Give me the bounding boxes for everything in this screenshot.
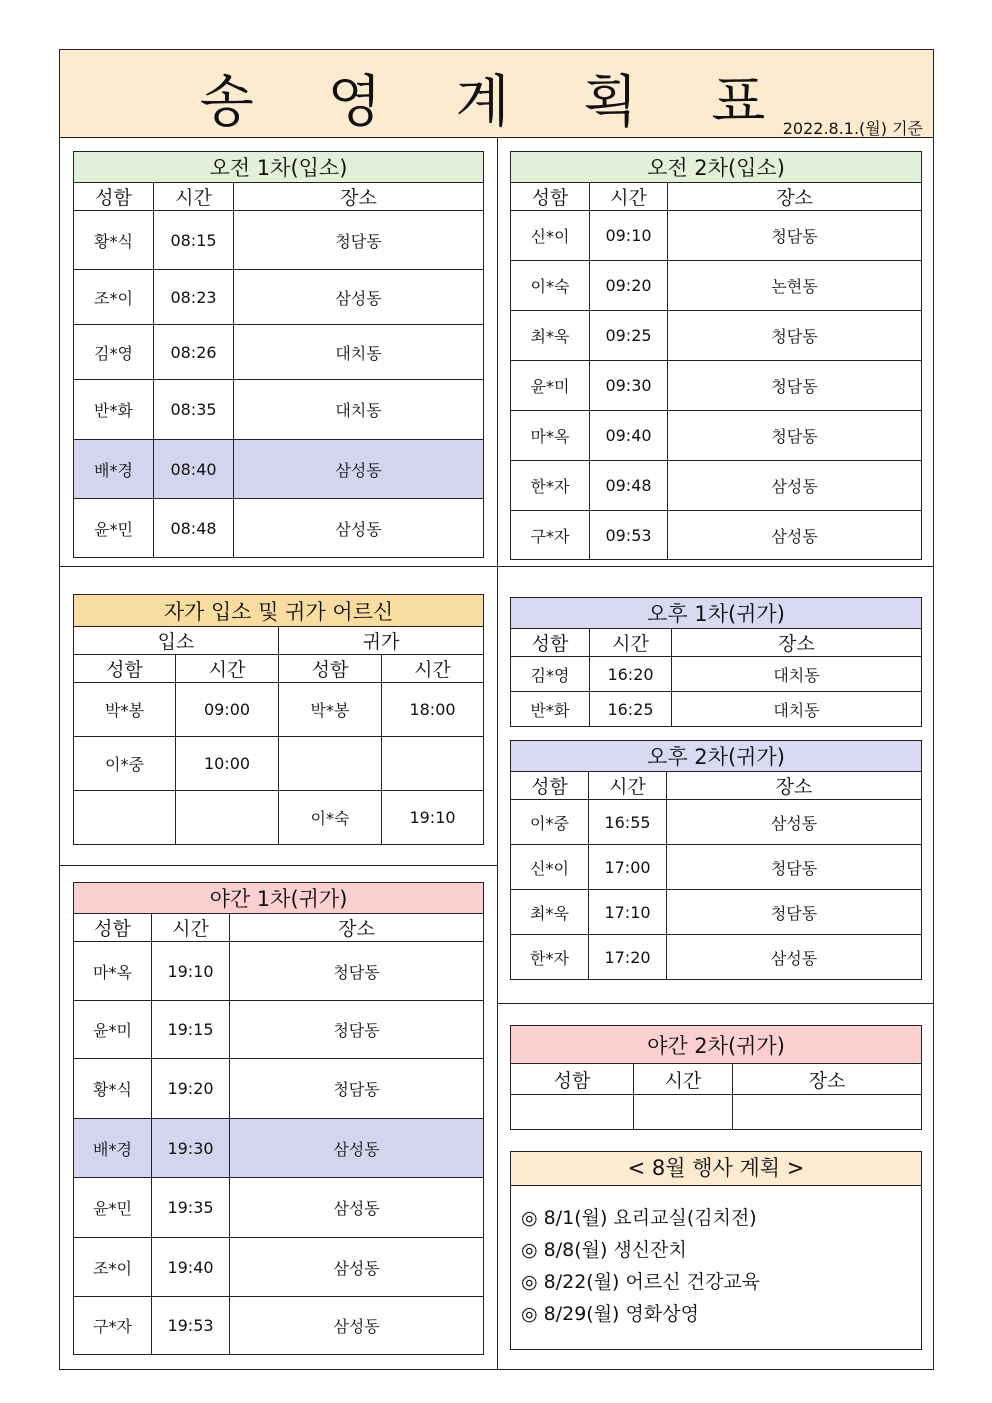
am1-table: [73, 151, 484, 558]
self-cell-out-time: [382, 737, 484, 791]
night1-cell-time: 19:15: [152, 1001, 230, 1059]
self-cell-in-time: 10:00: [176, 737, 279, 791]
event-item: ◎ 8/22(월) 어르신 건강교육: [521, 1271, 761, 1293]
self-table: [73, 594, 484, 845]
am1-row: [74, 270, 484, 325]
night1-cell-place: 삼성동: [230, 1178, 484, 1238]
col-out: 귀가: [279, 627, 484, 655]
col-time: 시간: [590, 629, 672, 657]
self-row: [74, 737, 484, 791]
night1-table: [73, 882, 484, 1355]
am1-cell-name: 황*식: [74, 211, 154, 270]
am1-cell-name: 윤*민: [74, 499, 154, 558]
night1-cell-place: 청담동: [230, 942, 484, 1001]
am1-cell-place: 삼성동: [234, 440, 484, 499]
pm2-cell-time: 17:20: [589, 935, 667, 980]
empty-cell: [733, 1095, 922, 1130]
am1-row: [74, 211, 484, 270]
self-title: 자가 입소 및 귀가 어르신: [74, 595, 484, 627]
col-name: 성함: [74, 183, 154, 211]
am1-cell-place: 대치동: [234, 380, 484, 440]
event-item: ◎ 8/29(월) 영화상영: [521, 1303, 699, 1325]
am2-row: [511, 411, 922, 461]
col-time: 시간: [382, 655, 484, 683]
empty-cell: [511, 1095, 634, 1130]
night1-cell-time: 19:40: [152, 1238, 230, 1297]
self-cell-out-name: 이*숙: [279, 791, 382, 845]
col-name: 성함: [511, 629, 590, 657]
col-place: 장소: [733, 1064, 922, 1095]
am1-row: [74, 325, 484, 380]
col-time: 시간: [590, 183, 668, 211]
am2-cell-name: 이*숙: [511, 261, 590, 311]
col-name: 성함: [511, 183, 590, 211]
events-list: [511, 1186, 921, 1330]
night1-cell-time: 19:53: [152, 1297, 230, 1355]
am2-table: [510, 151, 922, 560]
am1-title: 오전 1차(입소): [74, 152, 484, 183]
am1-cell-place: 청담동: [234, 211, 484, 270]
am2-row: [511, 361, 922, 411]
pm2-row: [511, 800, 922, 845]
am1-cell-name: 조*이: [74, 270, 154, 325]
am1-cell-time: 08:26: [154, 325, 234, 380]
night1-row: [74, 1059, 484, 1119]
pm2-cell-place: 청담동: [667, 890, 922, 935]
pm1-cell-name: 반*화: [511, 692, 590, 727]
am1-cell-name: 반*화: [74, 380, 154, 440]
col-time: 시간: [152, 914, 230, 942]
pm1-cell-time: 16:25: [590, 692, 672, 727]
col-name: 성함: [511, 1064, 634, 1095]
am1-cell-time: 08:35: [154, 380, 234, 440]
col-time: 시간: [589, 772, 667, 800]
night1-cell-place: 청담동: [230, 1059, 484, 1119]
night2-table: [510, 1025, 922, 1130]
am2-cell-time: 09:20: [590, 261, 668, 311]
am1-row: [74, 499, 484, 558]
night1-cell-name: 마*옥: [74, 942, 152, 1001]
pm2-cell-name: 최*욱: [511, 890, 589, 935]
am2-cell-time: 09:48: [590, 461, 668, 511]
am2-cell-place: 청담동: [668, 211, 922, 261]
center-divider: [497, 137, 498, 1370]
self-row: [74, 791, 484, 845]
pm2-cell-place: 삼성동: [667, 935, 922, 980]
am2-cell-name: 구*자: [511, 511, 590, 560]
title-bar: [60, 50, 933, 138]
self-cell-out-time: 19:10: [382, 791, 484, 845]
am2-cell-time: 09:40: [590, 411, 668, 461]
am1-cell-place: 대치동: [234, 325, 484, 380]
col-place: 장소: [668, 183, 922, 211]
pm2-cell-time: 17:10: [589, 890, 667, 935]
self-cell-in-time: 09:00: [176, 683, 279, 737]
am2-cell-name: 마*옥: [511, 411, 590, 461]
am2-cell-place: 청담동: [668, 311, 922, 361]
col-name: 성함: [279, 655, 382, 683]
pm1-cell-time: 16:20: [590, 657, 672, 692]
night1-cell-place: 삼성동: [230, 1297, 484, 1355]
am2-cell-name: 한*자: [511, 461, 590, 511]
col-time: 시간: [154, 183, 234, 211]
pm2-title: 오후 2차(귀가): [511, 741, 922, 772]
am2-cell-place: 삼성동: [668, 461, 922, 511]
am2-row: [511, 211, 922, 261]
night1-row: [74, 1178, 484, 1238]
am2-cell-time: 09:30: [590, 361, 668, 411]
night1-cell-place: 삼성동: [230, 1119, 484, 1178]
pm2-cell-name: 신*이: [511, 845, 589, 890]
pm1-cell-name: 김*영: [511, 657, 590, 692]
col-place: 장소: [230, 914, 484, 942]
night1-cell-time: 19:20: [152, 1059, 230, 1119]
event-item: ◎ 8/8(월) 생신잔치: [521, 1239, 687, 1261]
night1-row: [74, 1297, 484, 1355]
pm2-cell-time: 17:00: [589, 845, 667, 890]
pm1-row: [511, 692, 922, 727]
pm2-table: [510, 740, 922, 980]
am2-row: [511, 261, 922, 311]
divider-right-2: [497, 1003, 934, 1004]
am1-cell-place: 삼성동: [234, 499, 484, 558]
night1-row: [74, 1001, 484, 1059]
pm2-cell-time: 16:55: [589, 800, 667, 845]
night1-cell-name: 구*자: [74, 1297, 152, 1355]
col-place: 장소: [667, 772, 922, 800]
am2-title: 오전 2차(입소): [511, 152, 922, 183]
am2-row: [511, 511, 922, 560]
self-cell-in-time: [176, 791, 279, 845]
col-time: 시간: [634, 1064, 733, 1095]
am2-row: [511, 461, 922, 511]
am1-cell-time: 08:15: [154, 211, 234, 270]
am1-cell-time: 08:23: [154, 270, 234, 325]
pm2-row: [511, 845, 922, 890]
col-time: 시간: [176, 655, 279, 683]
pm2-row: [511, 890, 922, 935]
am1-cell-time: 08:48: [154, 499, 234, 558]
night1-cell-name: 배*경: [74, 1119, 152, 1178]
col-in: 입소: [74, 627, 279, 655]
pm1-title: 오후 1차(귀가): [511, 598, 922, 629]
night1-cell-name: 조*이: [74, 1238, 152, 1297]
night2-title: 야간 2차(귀가): [511, 1026, 922, 1064]
self-row: [74, 683, 484, 737]
am1-cell-time: 08:40: [154, 440, 234, 499]
am2-cell-place: 논현동: [668, 261, 922, 311]
am1-cell-place: 삼성동: [234, 270, 484, 325]
pm1-cell-place: 대치동: [672, 657, 922, 692]
night1-cell-time: 19:30: [152, 1119, 230, 1178]
am2-cell-time: 09:53: [590, 511, 668, 560]
night1-cell-place: 청담동: [230, 1001, 484, 1059]
event-item: ◎ 8/1(월) 요리교실(김치전): [521, 1207, 757, 1229]
night1-cell-name: 윤*민: [74, 1178, 152, 1238]
self-cell-in-name: 이*중: [74, 737, 176, 791]
divider-row-1: [59, 566, 934, 567]
night1-title: 야간 1차(귀가): [74, 883, 484, 914]
col-place: 장소: [672, 629, 922, 657]
night1-cell-name: 황*식: [74, 1059, 152, 1119]
am1-row: [74, 440, 484, 499]
pm1-table: [510, 597, 922, 727]
col-name: 성함: [74, 914, 152, 942]
night1-row: [74, 1119, 484, 1178]
empty-cell: [634, 1095, 733, 1130]
self-cell-out-name: 박*봉: [279, 683, 382, 737]
am2-cell-name: 윤*미: [511, 361, 590, 411]
am2-cell-time: 09:10: [590, 211, 668, 261]
self-cell-in-name: [74, 791, 176, 845]
night1-cell-time: 19:10: [152, 942, 230, 1001]
am2-cell-place: 삼성동: [668, 511, 922, 560]
night1-cell-place: 삼성동: [230, 1238, 484, 1297]
col-name: 성함: [74, 655, 176, 683]
pm1-row: [511, 657, 922, 692]
self-cell-out-time: 18:00: [382, 683, 484, 737]
am2-cell-name: 최*욱: [511, 311, 590, 361]
pm2-cell-name: 이*중: [511, 800, 589, 845]
page-title: 송 영 계 획 표: [199, 70, 794, 135]
night1-row: [74, 942, 484, 1001]
pm2-cell-name: 한*자: [511, 935, 589, 980]
night1-cell-name: 윤*미: [74, 1001, 152, 1059]
col-place: 장소: [234, 183, 484, 211]
self-cell-out-name: [279, 737, 382, 791]
am1-cell-name: 배*경: [74, 440, 154, 499]
am2-row: [511, 311, 922, 361]
pm2-cell-place: 삼성동: [667, 800, 922, 845]
events-box: [510, 1151, 922, 1350]
basis-date: 2022.8.1.(월) 기준: [782, 119, 923, 138]
events-title: < 8월 행사 계획 >: [511, 1152, 921, 1186]
col-name: 성함: [511, 772, 589, 800]
am2-cell-place: 청담동: [668, 361, 922, 411]
divider-left-2: [59, 865, 497, 866]
am2-cell-time: 09:25: [590, 311, 668, 361]
night1-row: [74, 1238, 484, 1297]
am2-cell-name: 신*이: [511, 211, 590, 261]
am1-cell-name: 김*영: [74, 325, 154, 380]
am1-row: [74, 380, 484, 440]
pm2-cell-place: 청담동: [667, 845, 922, 890]
self-cell-in-name: 박*봉: [74, 683, 176, 737]
pm1-cell-place: 대치동: [672, 692, 922, 727]
pm2-row: [511, 935, 922, 980]
am2-cell-place: 청담동: [668, 411, 922, 461]
night1-cell-time: 19:35: [152, 1178, 230, 1238]
